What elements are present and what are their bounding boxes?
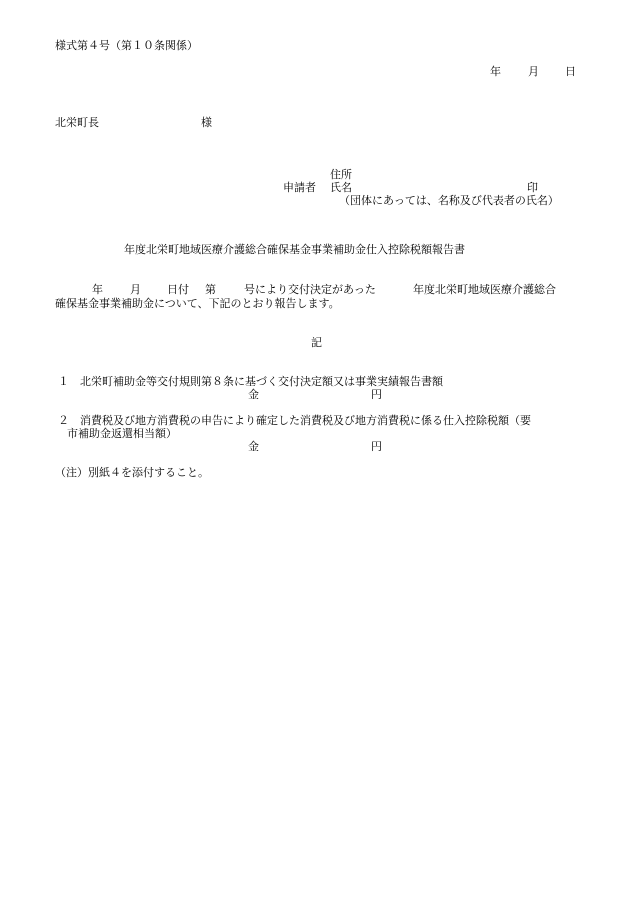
addressee-name: 北栄町長 xyxy=(55,116,99,129)
item-1-label: １ 北栄町補助金等交付規則第８条に基づく交付決定額又は事業実績報告書額 xyxy=(58,375,443,388)
date-day: 日 xyxy=(565,65,576,78)
item-1-kin: 金 xyxy=(248,388,259,401)
body-fund: 年度北栄町地域医療介護総合 xyxy=(413,283,556,296)
attachment-note: （注）別紙４を添付すること。 xyxy=(55,466,209,479)
body-number-prefix: 第 xyxy=(205,283,216,296)
item-2-label-line1: ２ 消費税及び地方消費税の申告により確定した消費税及び地方消費税に係る仕入控除税額（要 xyxy=(58,414,531,427)
ki-heading: 記 xyxy=(311,336,322,349)
applicant-note: （団体にあっては、名称及び代表者の氏名） xyxy=(339,194,559,207)
body-year: 年 xyxy=(92,283,103,296)
body-month: 月 xyxy=(130,283,141,296)
item-1-yen: 円 xyxy=(371,388,382,401)
item-2-kin: 金 xyxy=(248,440,259,453)
date-month: 月 xyxy=(528,65,539,78)
applicant-label: 申請者 xyxy=(283,181,316,194)
body-line2: 確保基金事業補助金について、下記のとおり報告します。 xyxy=(55,297,340,310)
item-2-yen: 円 xyxy=(371,440,382,453)
document-title: 年度北栄町地域医療介護総合確保基金事業補助金仕入控除税額報告書 xyxy=(124,243,465,256)
body-day: 日付 xyxy=(167,283,189,296)
name-label: 氏名 xyxy=(330,181,352,194)
seal-mark: 印 xyxy=(527,181,538,194)
body-suffix: 号により交付決定があった xyxy=(244,283,376,296)
item-2-label-line2: 市補助金返還相当額） xyxy=(67,427,177,440)
form-number: 様式第４号（第１０条関係） xyxy=(55,39,198,52)
addressee-honorific: 様 xyxy=(201,116,212,129)
date-year: 年 xyxy=(490,65,501,78)
address-label: 住所 xyxy=(330,168,352,181)
